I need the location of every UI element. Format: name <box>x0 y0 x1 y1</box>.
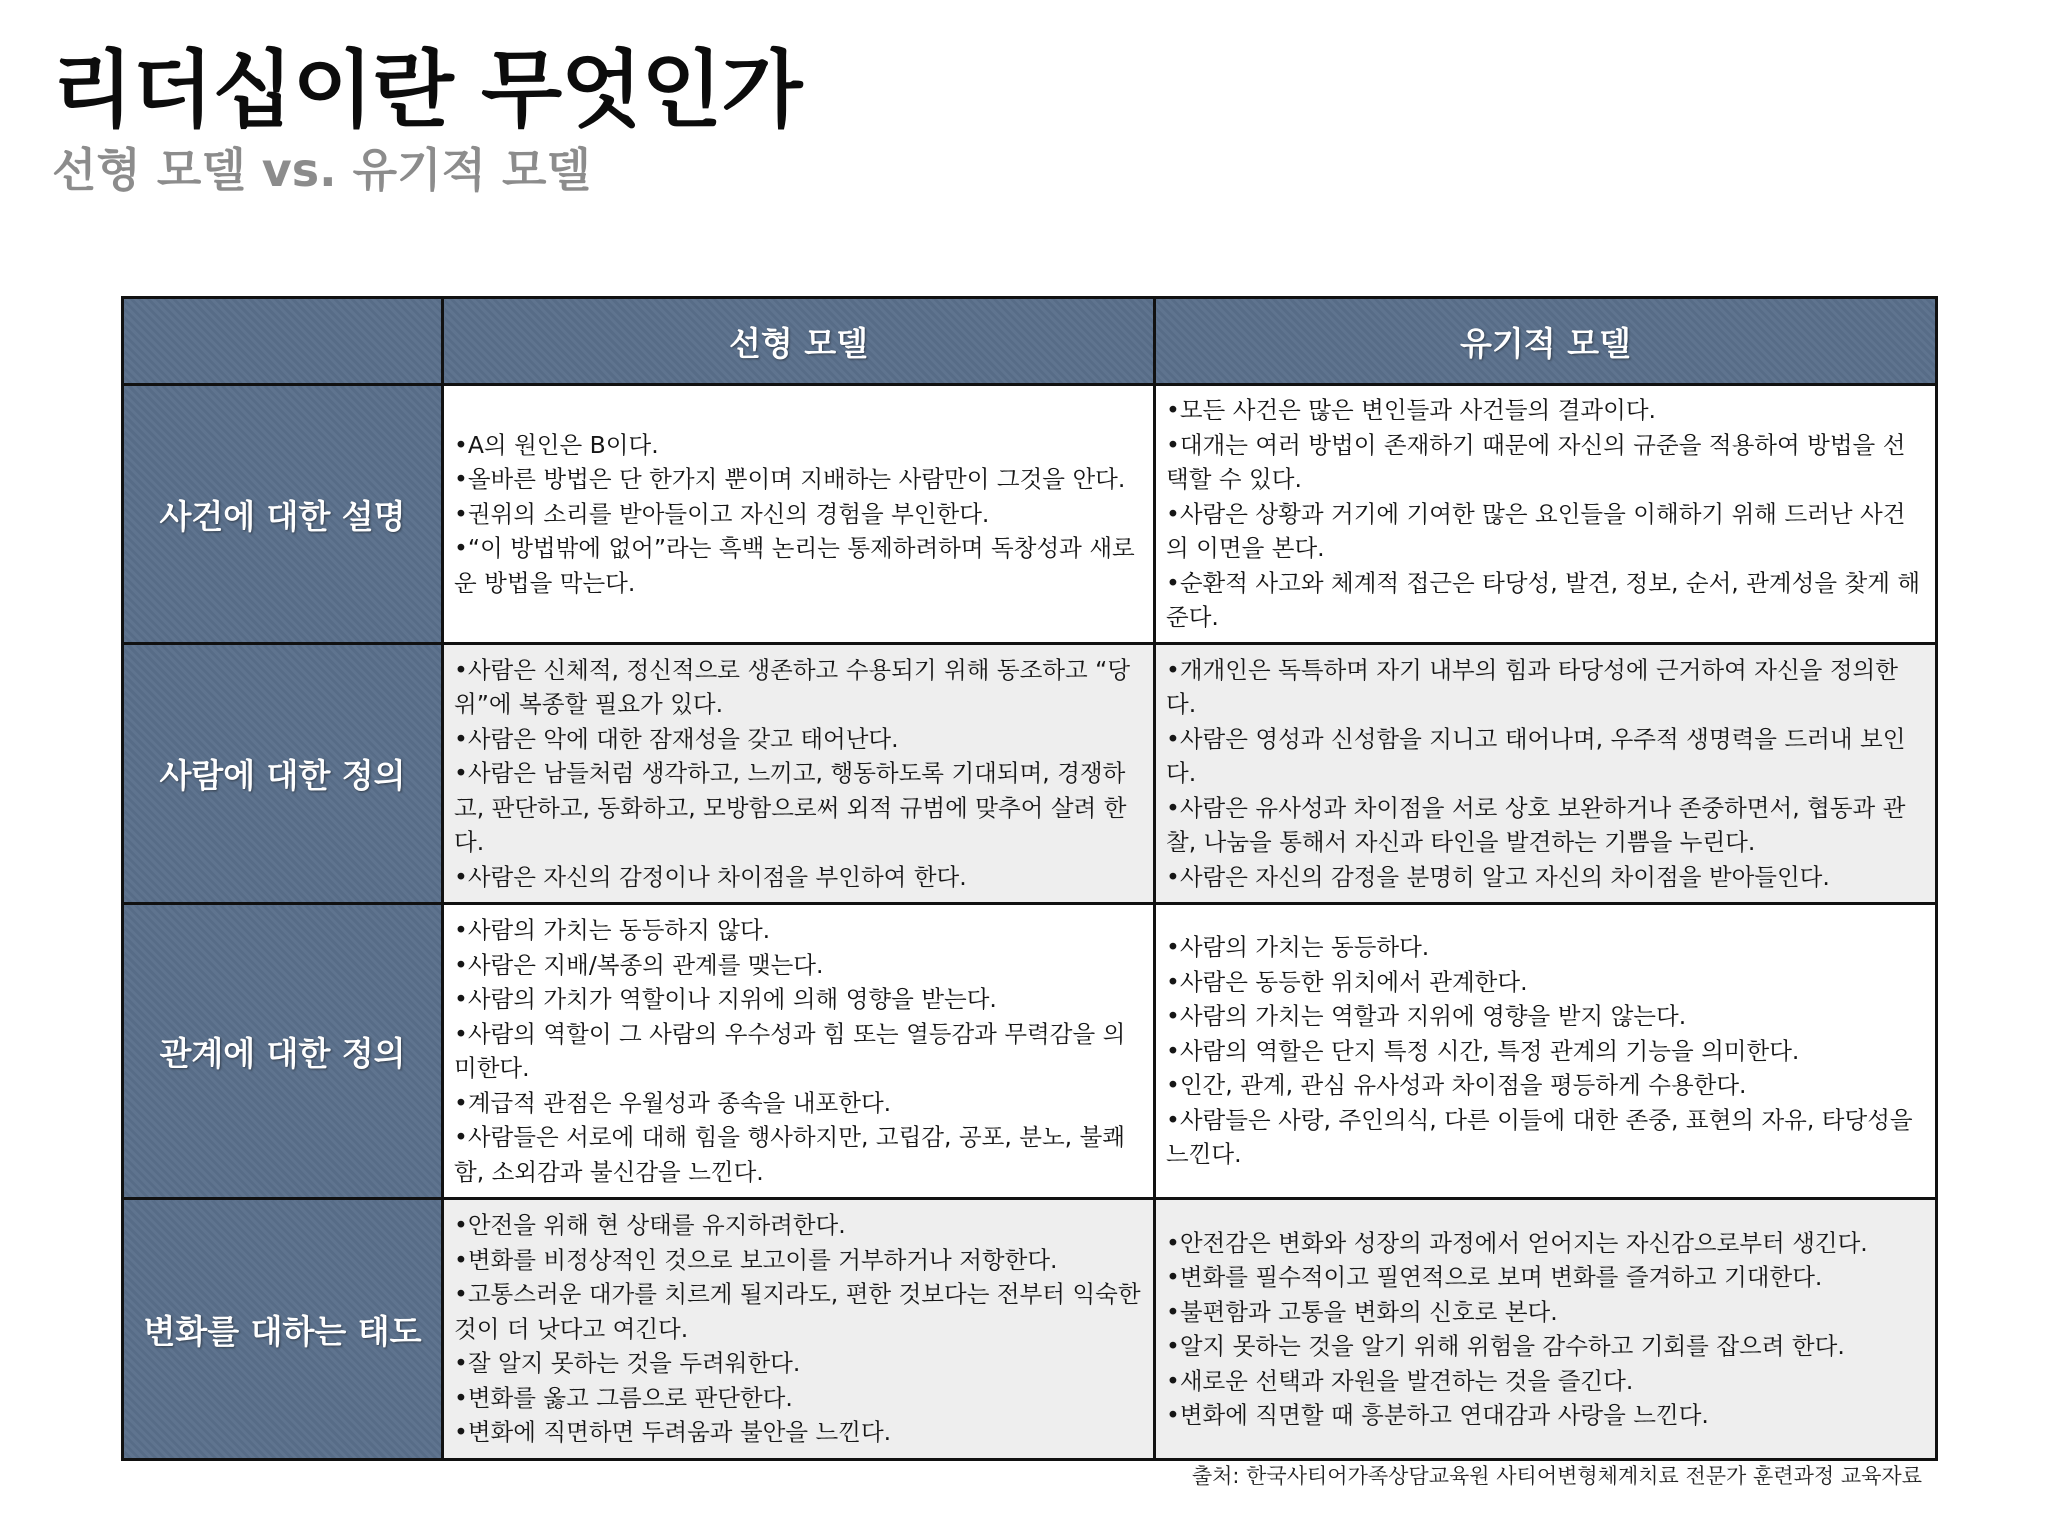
bullet-item: •사람의 역할이 그 사람의 우수성과 힘 또는 열등감과 무력감을 의미한다. <box>454 1019 1126 1082</box>
bullet-item: •순환적 사고와 체계적 접근은 타당성, 발견, 정보, 순서, 관계성을 찾게 해준다. <box>1166 568 1921 632</box>
bullet-item: •새로운 선택과 자원을 발견하는 것을 즐긴다. <box>1166 1366 1634 1395</box>
bullet-item: •사람의 역할은 단지 특정 시간, 특정 관계의 기능을 의미한다. <box>1166 1036 1800 1065</box>
bullet-item: •알지 못하는 것을 알기 위해 위험을 감수하고 기회를 잡으려 한다. <box>1166 1332 1845 1360</box>
bullet-item: •대개는 여러 방법이 존재하기 때문에 자신의 규준을 적용하여 방법을 선택할 수 있다. <box>1166 430 1906 494</box>
bullet-item: •사람은 지배/복종의 관계를 맺는다. <box>454 950 824 979</box>
bullet-item: •올바른 방법은 단 한가지 뿐이며 지배하는 사람만이 그것을 안다. <box>454 465 1126 494</box>
bullet-item: •잘 알지 못하는 것을 두려워한다. <box>454 1349 801 1378</box>
bullet-item: •사람의 가치는 동등하다. <box>1166 933 1430 962</box>
bullet-item: •개개인은 독특하며 자기 내부의 힘과 타당성에 근거하여 자신을 정의한다. <box>1166 655 1898 719</box>
bullet-item: •권위의 소리를 받아들이고 자신의 경험을 부인한다. <box>454 499 990 528</box>
row-header: 사건에 대한 설명 <box>123 385 443 644</box>
bullet-item: •불편함과 고통을 변화의 신호로 본다. <box>1166 1297 1558 1326</box>
bullet-item: •사람은 자신의 감정을 분명히 알고 자신의 차이점을 받아들인다. <box>1166 862 1830 891</box>
bullet-item: •A의 원인은 B이다. <box>454 430 659 459</box>
bullet-item: •인간, 관계, 관심 유사성과 차이점을 평등하게 수용한다. <box>1166 1071 1747 1100</box>
linear-cell <box>443 904 1155 1199</box>
linear-cell <box>443 644 1155 904</box>
table-row <box>123 1199 1937 1460</box>
column-header-linear: 선형 모델 <box>443 298 1155 385</box>
row-header: 변화를 대하는 태도 <box>123 1199 443 1460</box>
bullet-item: •사람의 가치는 동등하지 않다. <box>454 916 771 944</box>
bullet-item: •안전감은 변화와 성장의 과정에서 얻어지는 자신감으로부터 생긴다. <box>1166 1228 1868 1257</box>
source-citation: 출처: 한국사티어가족상담교육원 사티어변형체계치료 전문가 훈련과정 교육자료 <box>1191 1464 1922 1488</box>
corner-header <box>123 298 443 385</box>
bullet-item: •변화에 직면할 때 흥분하고 연대감과 사랑을 느낀다. <box>1166 1401 1709 1429</box>
bullet-item: •변화를 옳고 그름으로 판단한다. <box>454 1383 793 1412</box>
bullet-item: •사람은 영성과 신성함을 지니고 태어나며, 우주적 생명력을 드러내 보인다. <box>1166 724 1906 788</box>
linear-cell <box>443 385 1155 644</box>
bullet-item: •사람의 가치가 역할이나 지위에 의해 영향을 받는다. <box>454 985 997 1013</box>
linear-cell <box>443 1199 1155 1460</box>
bullet-item: •사람은 유사성과 차이점을 서로 상호 보완하거나 존중하면서, 협동과 관찰, 나눔을 통해서 자신과 타인을 발견하는 기쁨을 누린다. <box>1166 793 1906 857</box>
organic-cell <box>1155 385 1937 644</box>
organic-cell <box>1155 1199 1937 1460</box>
page-subtitle: 선형 모델 vs. 유기적 모델 <box>52 143 591 197</box>
row-header: 관계에 대한 정의 <box>123 904 443 1199</box>
bullet-item: •고통스러운 대가를 치르게 될지라도, 편한 것보다는 전부터 익숙한 것이 더 낫다고 여긴다. <box>454 1280 1141 1343</box>
column-header-organic: 유기적 모델 <box>1155 298 1937 385</box>
organic-cell <box>1155 904 1937 1199</box>
bullet-item: •모든 사건은 많은 변인들과 사건들의 결과이다. <box>1166 396 1656 425</box>
bullet-item: •사람은 악에 대한 잠재성을 갖고 태어난다. <box>454 724 899 753</box>
bullet-item: •사람의 가치는 역할과 지위에 영향을 받지 않는다. <box>1166 1002 1687 1031</box>
bullet-item: •사람은 동등한 위치에서 관계한다. <box>1166 967 1528 996</box>
comparison-table <box>121 296 1938 1461</box>
table-row <box>123 385 1937 644</box>
bullet-item: •사람은 남들처럼 생각하고, 느끼고, 행동하도록 기대되며, 경쟁하고, 판단하고, 동화하고, 모방함으로써 외적 규범에 맞추어 살려 한다. <box>454 759 1127 857</box>
table-row <box>123 904 1937 1199</box>
row-header: 사람에 대한 정의 <box>123 644 443 904</box>
bullet-item: •안전을 위해 현 상태를 유지하려한다. <box>454 1211 846 1240</box>
bullet-item: •사람들은 서로에 대해 힘을 행사하지만, 고립감, 공포, 분노, 불쾌함, 소외감과 불신감을 느낀다. <box>454 1123 1126 1186</box>
page-title: 리더십이란 무엇인가 <box>52 41 802 139</box>
bullet-item: •사람들은 사랑, 주인의식, 다른 이들에 대한 존중, 표현의 자유, 타당성을 느낀다. <box>1166 1105 1913 1169</box>
bullet-item: •사람은 자신의 감정이나 차이점을 부인하여 한다. <box>454 862 967 891</box>
table-row <box>123 644 1937 904</box>
bullet-item: •사람은 신체적, 정신적으로 생존하고 수용되기 위해 동조하고 “당위”에 복종할 필요가 있다. <box>454 655 1131 719</box>
bullet-item: •사람은 상황과 거기에 기여한 많은 요인들을 이해하기 위해 드러난 사건의 이면을 본다. <box>1166 499 1906 563</box>
organic-cell <box>1155 644 1937 904</box>
bullet-item: •“이 방법밖에 없어”라는 흑백 논리는 통제하려하며 독창성과 새로운 방법을 막는다. <box>454 534 1135 597</box>
bullet-item: •변화에 직면하면 두려움과 불안을 느낀다. <box>454 1418 892 1447</box>
bullet-item: •계급적 관점은 우월성과 종속을 내포한다. <box>454 1088 892 1117</box>
bullet-item: •변화를 필수적이고 필연적으로 보며 변화를 즐겨하고 기대한다. <box>1166 1263 1823 1291</box>
bullet-item: •변화를 비정상적인 것으로 보고이를 거부하거나 저항한다. <box>454 1245 1058 1274</box>
